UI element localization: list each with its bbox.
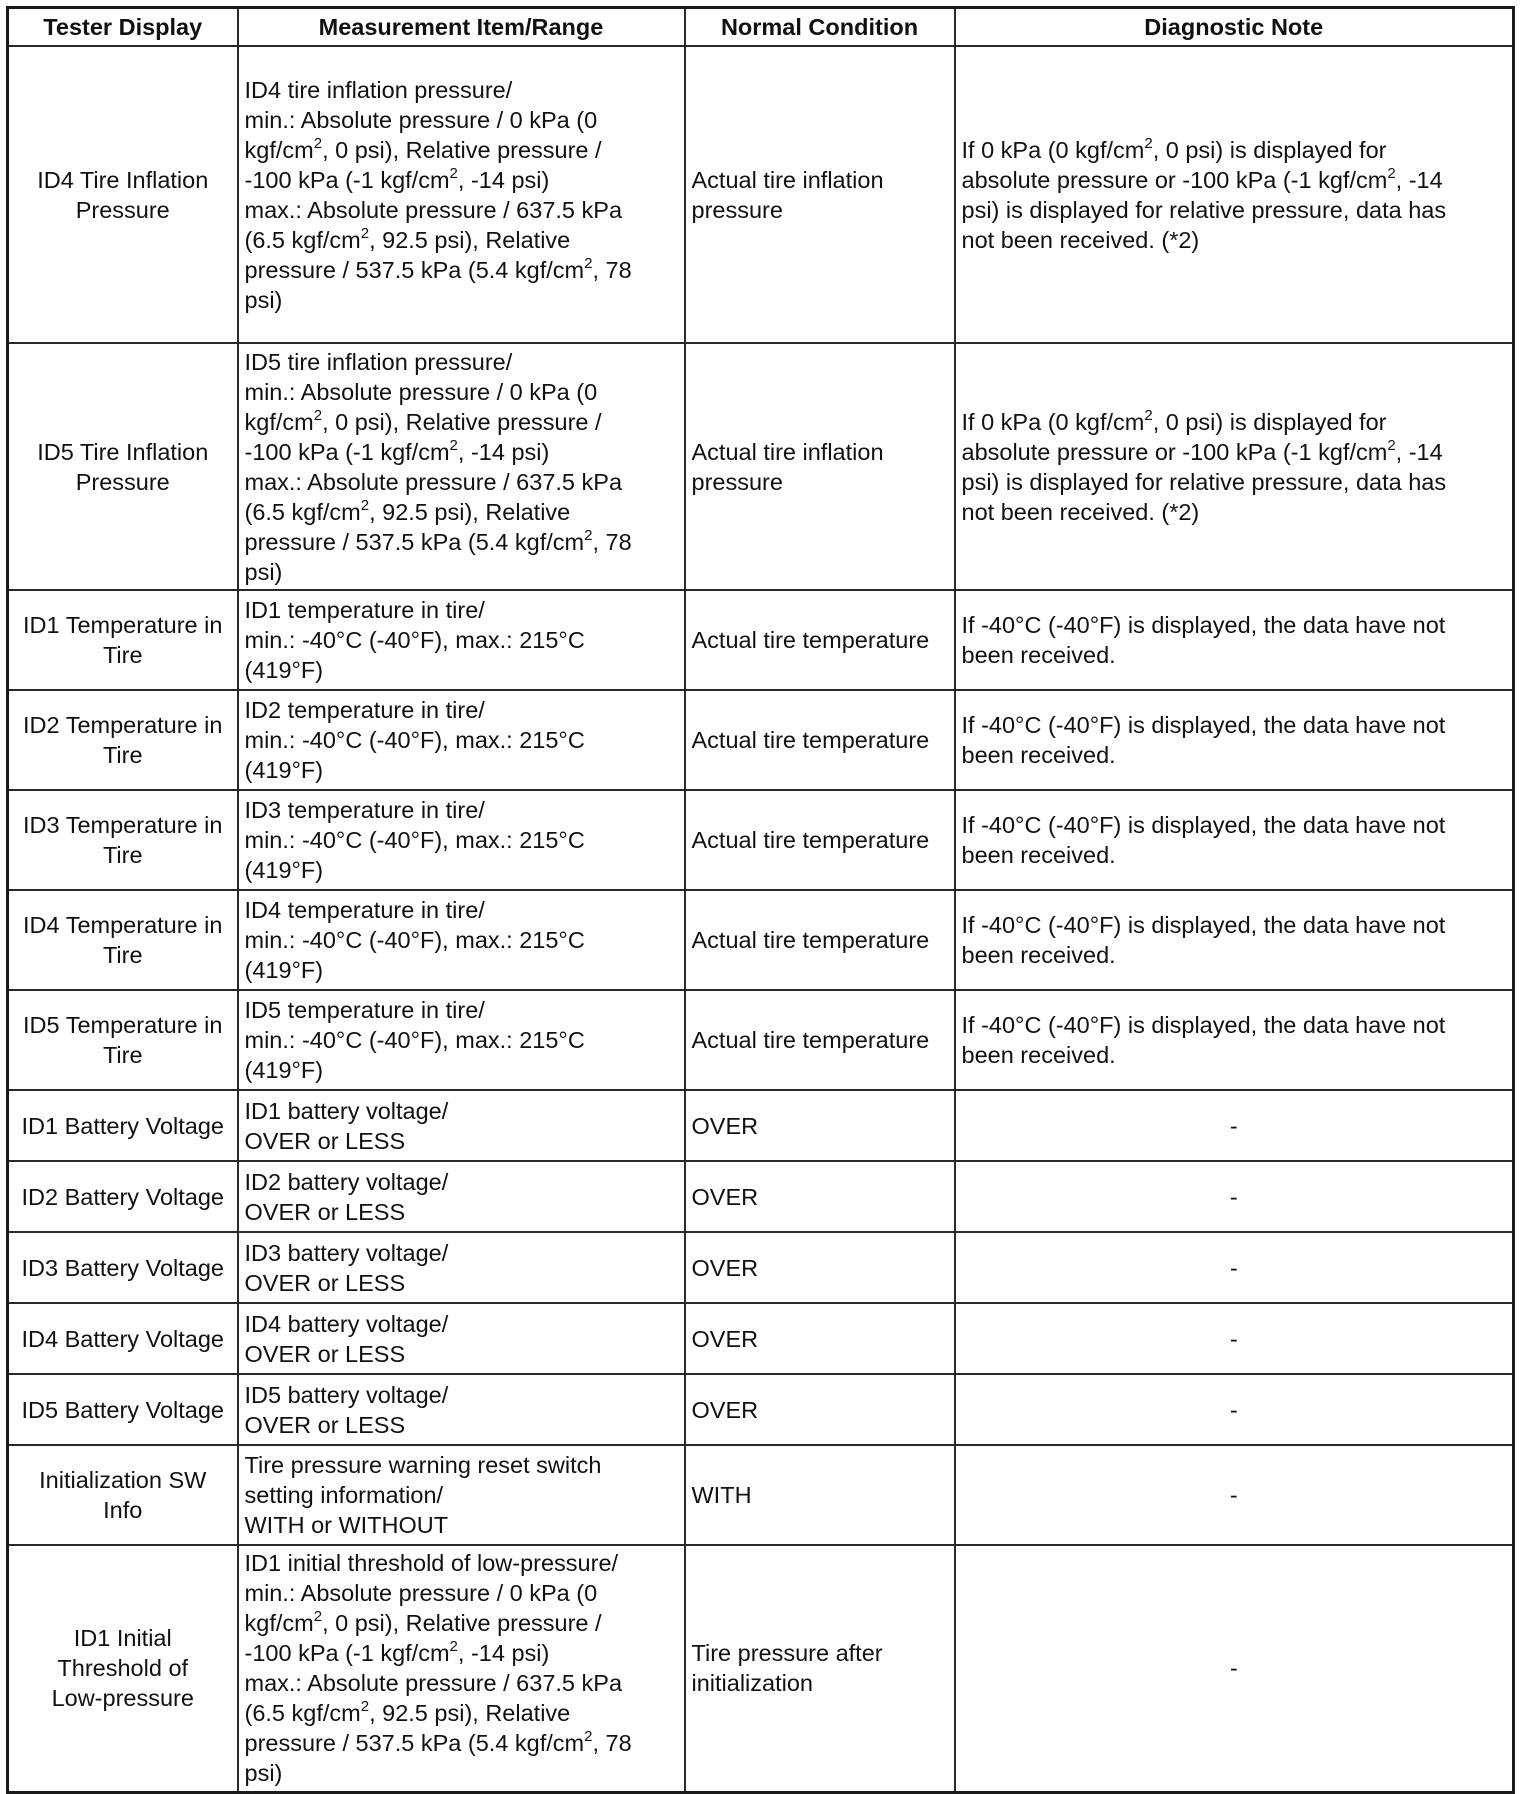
table-row xyxy=(8,890,1514,990)
cell-line: - xyxy=(1229,1254,1238,1281)
cell-line: initialization xyxy=(691,1670,813,1697)
table-row xyxy=(8,590,1514,690)
cell-line: WITH or WITHOUT xyxy=(244,1512,449,1538)
cell-line: ID1 temperature in tire/ xyxy=(244,597,485,623)
cell-line: max.: Absolute pressure / 637.5 kPa xyxy=(244,196,623,223)
cell-line: min.: Absolute pressure / 0 kPa (0 xyxy=(244,1580,598,1607)
cell-line: psi) is displayed for relative pressure, data has xyxy=(961,468,1447,495)
table-row xyxy=(8,1374,1514,1445)
cell-line: (419°F) xyxy=(244,857,324,883)
cell-line: absolute pressure or -100 kPa (-1 kgf/$cm^2$, -14 xyxy=(961,164,1443,193)
cell-line: OVER xyxy=(691,1183,759,1210)
normal-condition-cell xyxy=(685,590,955,690)
cell-line: been received. xyxy=(961,742,1116,768)
cell-line: Actual tire temperature xyxy=(691,1027,930,1053)
cell-line: Actual tire temperature xyxy=(691,927,930,953)
table-row xyxy=(8,1090,1514,1161)
diagnostic-note-cell xyxy=(955,590,1514,690)
cell-line: ID3 Battery Voltage xyxy=(21,1254,224,1281)
cell-line: ID5 temperature in tire/ xyxy=(244,997,485,1023)
cell-line: Tire xyxy=(102,942,143,968)
cell-line: psi) is displayed for relative pressure, data has xyxy=(961,196,1447,223)
cell-line: pressure / 537.5 kPa (5.4 kgf/$cm^2$, 78 xyxy=(244,254,632,283)
normal-condition-cell xyxy=(685,1303,955,1374)
cell-line: ID5 battery voltage/ xyxy=(244,1381,449,1408)
cell-line: OVER xyxy=(691,1396,759,1423)
cell-line: (6.5 kgf/$cm^2$, 92.5 psi), Relative xyxy=(244,224,571,253)
cell-line: been received. xyxy=(961,842,1116,868)
cell-line: Tire xyxy=(102,742,143,768)
cell-line: ID4 temperature in tire/ xyxy=(244,897,485,923)
cell-line: OVER or LESS xyxy=(244,1269,406,1296)
cell-line: ID5 Tire Inflation xyxy=(37,438,209,465)
diagnostic-note-cell xyxy=(955,1161,1514,1232)
cell-line: -100 kPa (-1 kgf/$cm^2$, -14 psi) xyxy=(244,436,550,465)
diagnostic-note-cell xyxy=(955,890,1514,990)
tester-display-cell xyxy=(8,790,238,890)
cell-line: If -40°C (-40°F) is displayed, the data have not xyxy=(961,612,1446,638)
cell-line: -100 kPa (-1 kgf/$cm^2$, -14 psi) xyxy=(244,1638,550,1667)
cell-line: ID4 Battery Voltage xyxy=(21,1325,224,1352)
measurement-range-cell xyxy=(238,1090,685,1161)
table-row xyxy=(8,790,1514,890)
tester-display-cell xyxy=(8,343,238,590)
tester-display-cell xyxy=(8,890,238,990)
normal-condition-cell xyxy=(685,343,955,590)
tester-display-cell xyxy=(8,1161,238,1232)
tester-display-cell xyxy=(8,46,238,343)
cell-line: - xyxy=(1229,1183,1238,1210)
data-monitor-table xyxy=(6,6,1515,1794)
measurement-range-cell xyxy=(238,1161,685,1232)
cell-line: Tire pressure after xyxy=(691,1640,883,1667)
diagnostic-note-cell xyxy=(955,990,1514,1090)
cell-line: OVER xyxy=(691,1112,759,1139)
cell-line: OVER xyxy=(691,1254,759,1281)
tester-display-cell xyxy=(8,1445,238,1545)
cell-line: Pressure xyxy=(75,196,170,223)
table-row xyxy=(8,343,1514,590)
diagnostic-note-cell xyxy=(955,1303,1514,1374)
measurement-range-cell xyxy=(238,890,685,990)
cell-line: ID4 tire inflation pressure/ xyxy=(244,76,513,103)
cell-line: If 0 kPa (0 kgf/$cm^2$, 0 psi) is displayed for xyxy=(961,134,1387,163)
cell-line: (419°F) xyxy=(244,957,324,983)
normal-condition-cell xyxy=(685,1545,955,1792)
table-row xyxy=(8,690,1514,790)
cell-line: If -40°C (-40°F) is displayed, the data have not xyxy=(961,812,1446,838)
tester-display-cell xyxy=(8,1303,238,1374)
tester-display-cell xyxy=(8,1545,238,1792)
normal-condition-cell xyxy=(685,890,955,990)
cell-line: Actual tire inflation xyxy=(691,438,884,465)
measurement-range-cell xyxy=(238,46,685,343)
measurement-range-cell xyxy=(238,1303,685,1374)
cell-line: Actual tire inflation xyxy=(691,166,884,193)
diagnostic-note-cell xyxy=(955,790,1514,890)
cell-line: ID2 battery voltage/ xyxy=(244,1168,449,1195)
cell-line: pressure xyxy=(691,196,783,223)
measurement-range-cell xyxy=(238,790,685,890)
cell-line: Initialization SW xyxy=(39,1467,207,1493)
normal-condition-cell xyxy=(685,790,955,890)
cell-line: Threshold of xyxy=(57,1655,189,1682)
cell-line: been received. xyxy=(961,1042,1116,1068)
measurement-range-cell xyxy=(238,1374,685,1445)
cell-line: Actual tire temperature xyxy=(691,727,930,753)
cell-line: Low-pressure xyxy=(51,1685,194,1712)
diagnostic-note-cell xyxy=(955,690,1514,790)
cell-line: (419°F) xyxy=(244,757,324,783)
cell-line: min.: Absolute pressure / 0 kPa (0 xyxy=(244,378,598,405)
cell-line: If -40°C (-40°F) is displayed, the data have not xyxy=(961,912,1446,938)
cell-line: min.: -40°C (-40°F), max.: 215°C xyxy=(244,827,585,853)
cell-line: ID1 Battery Voltage xyxy=(21,1112,224,1139)
header-measurement-item-range: Measurement Item/Range xyxy=(238,8,685,47)
cell-line: psi) xyxy=(244,1760,283,1787)
cell-line: -100 kPa (-1 kgf/$cm^2$, -14 psi) xyxy=(244,164,550,193)
cell-line: ID2 Battery Voltage xyxy=(21,1183,224,1210)
measurement-range-cell xyxy=(238,343,685,590)
measurement-range-cell xyxy=(238,590,685,690)
normal-condition-cell xyxy=(685,46,955,343)
tester-display-cell xyxy=(8,590,238,690)
cell-line: Actual tire temperature xyxy=(691,627,930,653)
cell-line: min.: -40°C (-40°F), max.: 215°C xyxy=(244,1027,585,1053)
cell-line: max.: Absolute pressure / 637.5 kPa xyxy=(244,1670,623,1697)
cell-line: - xyxy=(1229,1112,1238,1139)
tester-display-cell xyxy=(8,690,238,790)
measurement-range-cell xyxy=(238,990,685,1090)
cell-line: ID2 Temperature in xyxy=(23,712,223,738)
cell-line: pressure / 537.5 kPa (5.4 kgf/$cm^2$, 78 xyxy=(244,1728,632,1757)
cell-line: min.: Absolute pressure / 0 kPa (0 xyxy=(244,106,598,133)
cell-line: been received. xyxy=(961,942,1116,968)
cell-line: psi) xyxy=(244,558,283,585)
tester-display-cell xyxy=(8,990,238,1090)
normal-condition-cell xyxy=(685,1090,955,1161)
cell-line: (419°F) xyxy=(244,1057,324,1083)
normal-condition-cell xyxy=(685,990,955,1090)
cell-line: OVER or LESS xyxy=(244,1340,406,1367)
diagnostic-note-cell xyxy=(955,1374,1514,1445)
cell-line: ID4 battery voltage/ xyxy=(244,1310,449,1337)
cell-line: ID4 Temperature in xyxy=(23,912,223,938)
cell-line: pressure / 537.5 kPa (5.4 kgf/$cm^2$, 78 xyxy=(244,526,632,555)
diagnostic-note-cell xyxy=(955,343,1514,590)
cell-line: ID1 Initial xyxy=(73,1625,172,1652)
cell-line: Actual tire temperature xyxy=(691,827,930,853)
cell-line: (419°F) xyxy=(244,657,324,683)
header-normal-condition: Normal Condition xyxy=(685,8,955,47)
cell-line: If 0 kPa (0 kgf/$cm^2$, 0 psi) is displayed for xyxy=(961,406,1387,435)
normal-condition-cell xyxy=(685,1161,955,1232)
header-tester-display: Tester Display xyxy=(8,8,238,47)
table-row xyxy=(8,46,1514,343)
cell-line: OVER or LESS xyxy=(244,1127,406,1154)
measurement-range-cell xyxy=(238,1232,685,1303)
tester-display-cell xyxy=(8,1090,238,1161)
cell-line: ID2 temperature in tire/ xyxy=(244,697,485,723)
cell-line: ID3 temperature in tire/ xyxy=(244,797,485,823)
cell-line: absolute pressure or -100 kPa (-1 kgf/$cm^2$, -14 xyxy=(961,436,1443,465)
table-body xyxy=(8,46,1514,1792)
cell-line: ID5 tire inflation pressure/ xyxy=(244,348,513,375)
cell-line: - xyxy=(1229,1482,1238,1508)
cell-line: max.: Absolute pressure / 637.5 kPa xyxy=(244,468,623,495)
cell-line: ID1 battery voltage/ xyxy=(244,1097,449,1124)
cell-line: been received. xyxy=(961,642,1116,668)
measurement-range-cell xyxy=(238,690,685,790)
cell-line: ID3 Temperature in xyxy=(23,812,223,838)
cell-line: kgf/$cm^2$, 0 psi), Relative pressure / xyxy=(244,1608,602,1637)
cell-line: WITH xyxy=(691,1482,752,1508)
cell-line: Tire pressure warning reset switch xyxy=(244,1452,602,1478)
cell-line: ID3 battery voltage/ xyxy=(244,1239,449,1266)
diagnostic-note-cell xyxy=(955,46,1514,343)
cell-line: OVER xyxy=(691,1325,759,1352)
cell-line: - xyxy=(1229,1325,1238,1352)
table-row xyxy=(8,1303,1514,1374)
cell-line: Tire xyxy=(102,1042,143,1068)
diagnostic-note-cell xyxy=(955,1445,1514,1545)
cell-line: ID5 Temperature in xyxy=(23,1012,223,1038)
normal-condition-cell xyxy=(685,1445,955,1545)
table-row xyxy=(8,990,1514,1090)
cell-line: - xyxy=(1229,1396,1238,1423)
cell-line: kgf/$cm^2$, 0 psi), Relative pressure / xyxy=(244,134,602,163)
diagnostic-note-cell xyxy=(955,1090,1514,1161)
table-row xyxy=(8,1545,1514,1792)
cell-line: OVER or LESS xyxy=(244,1411,406,1438)
cell-line: If -40°C (-40°F) is displayed, the data have not xyxy=(961,1012,1446,1038)
cell-line: pressure xyxy=(691,468,783,495)
normal-condition-cell xyxy=(685,1374,955,1445)
measurement-range-cell xyxy=(238,1545,685,1792)
cell-line: Info xyxy=(103,1497,143,1523)
cell-line: (6.5 kgf/$cm^2$, 92.5 psi), Relative xyxy=(244,1698,571,1727)
table-row xyxy=(8,1445,1514,1545)
cell-line: psi) xyxy=(244,286,283,313)
cell-line: setting information/ xyxy=(244,1482,444,1508)
diagnostic-note-cell xyxy=(955,1232,1514,1303)
cell-line: Pressure xyxy=(75,468,170,495)
cell-line: min.: -40°C (-40°F), max.: 215°C xyxy=(244,627,585,653)
cell-line: Tire xyxy=(102,842,143,868)
cell-line: ID4 Tire Inflation xyxy=(37,166,209,193)
cell-line: min.: -40°C (-40°F), max.: 215°C xyxy=(244,927,585,953)
diagnostic-note-cell xyxy=(955,1545,1514,1792)
normal-condition-cell xyxy=(685,1232,955,1303)
tester-display-cell xyxy=(8,1232,238,1303)
header-diagnostic-note: Diagnostic Note xyxy=(955,8,1514,47)
cell-line: ID5 Battery Voltage xyxy=(21,1396,224,1423)
header-row xyxy=(8,8,1514,47)
cell-line: (6.5 kgf/$cm^2$, 92.5 psi), Relative xyxy=(244,496,571,525)
cell-line: OVER or LESS xyxy=(244,1198,406,1225)
cell-line: not been received. (*2) xyxy=(961,226,1200,253)
cell-line: ID1 initial threshold of low-pressure/ xyxy=(244,1550,619,1577)
normal-condition-cell xyxy=(685,690,955,790)
cell-line: - xyxy=(1229,1655,1238,1682)
cell-line: If -40°C (-40°F) is displayed, the data have not xyxy=(961,712,1446,738)
measurement-range-cell xyxy=(238,1445,685,1545)
table-row xyxy=(8,1232,1514,1303)
cell-line: kgf/$cm^2$, 0 psi), Relative pressure / xyxy=(244,406,602,435)
cell-line: Tire xyxy=(102,642,143,668)
cell-line: ID1 Temperature in xyxy=(23,612,223,638)
cell-line: min.: -40°C (-40°F), max.: 215°C xyxy=(244,727,585,753)
cell-line: not been received. (*2) xyxy=(961,498,1200,525)
table-row xyxy=(8,1161,1514,1232)
tester-display-cell xyxy=(8,1374,238,1445)
